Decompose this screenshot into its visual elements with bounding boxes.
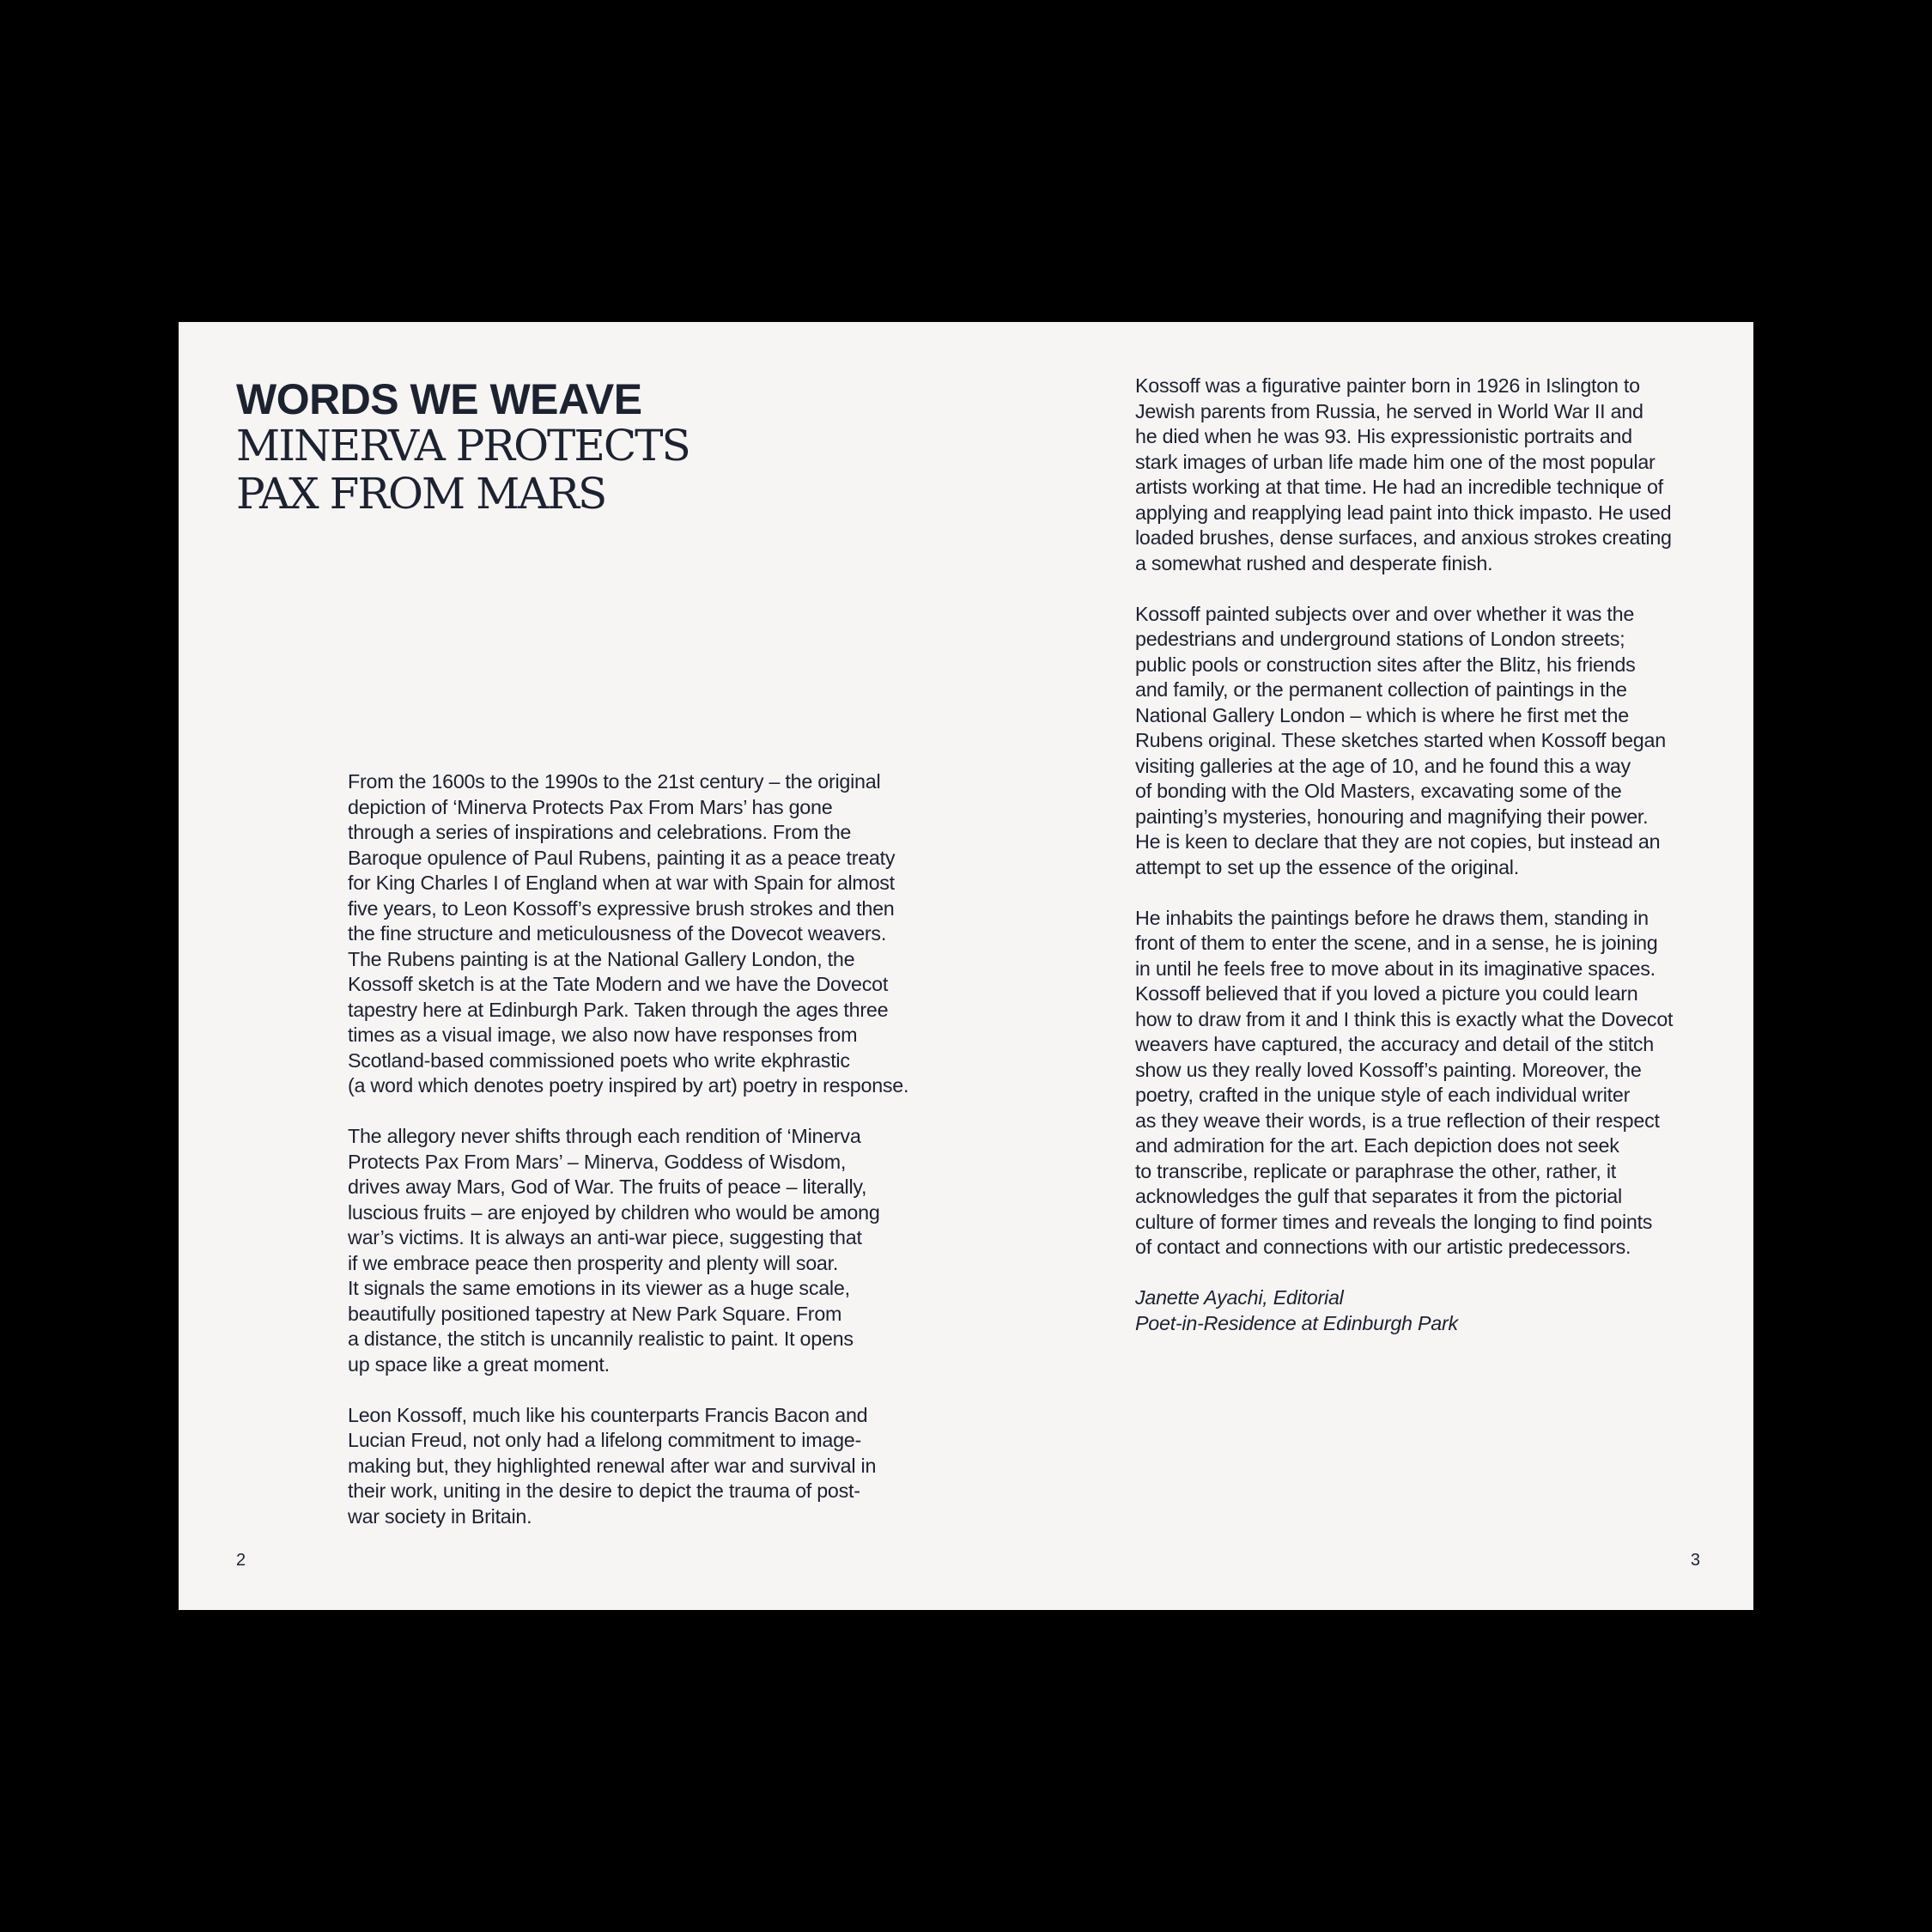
page-number-right: 3 xyxy=(1690,1551,1700,1570)
body-paragraph: From the 1600s to the 1990s to the 21st century – the original depiction of ‘Minerva Protects Pax From Mars’ has gone through a series of inspirations and celebrations. From the Baroque opulence of Paul Rubens, painting it as a peace treaty for King Charles I of England when at war with Spain for almost five years, to Leon Kossoff’s expressive brush strokes and then the fine structure and meticulousness of the Dovecot weavers. The Rubens painting is at the National Gallery London, the Kossoff sketch is at the Tate Modern and we have the Dovecot tapestry here at Edinburgh Park. Taken through the ages three times as a visual image, we also now have responses from Scotland-based commissioned poets who write ekphrastic (a word which denotes poetry inspired by art) poetry in response. xyxy=(348,770,909,1097)
body-paragraph: Leon Kossoff, much like his counterparts Francis Bacon and Lucian Freud, not only had a lifelong commitment to image- making but, they highlighted renewal after war and survival in their work, uniting in the desire to depict the trauma of post- war society in Britain. xyxy=(348,1403,877,1528)
brochure-spread xyxy=(179,322,1753,1610)
body-paragraph: He inhabits the paintings before he draws them, standing in front of them to enter the scene, and in a sense, he is joining in until he feels free to move about in its imaginative spaces. Kossoff believed that if you loved a picture you could learn how to draw from it and I think this is exactly what the Dovecot weavers have captured, the accuracy and detail of the stitch show us they really loved Kossoff’s painting. Moreover, the poetry, crafted in the unique style of each individual writer as they weave their words, is a true reflection of their respect and admiration for the art. Each depiction does not seek to transcribe, replicate or paraphrase the other, rather, it acknowledges the gulf that separates it from the pictorial culture of former times and reveals the longing to find points of contact and connections with our artistic predecessors. xyxy=(1135,906,1674,1258)
artwork-title: MINERVA PROTECTS PAX FROM MARS xyxy=(236,421,690,519)
body-paragraph: The allegory never shifts through each rendition of ‘Minerva Protects Pax From Mars’ – Minerva, Goddess of Wisdom, drives away Mars, God of War. The fruits of peace – literally, luscious fruits – are enjoyed by children who would be among war’s victims. It is always an anti-war piece, suggesting that if we embrace peace then prosperity and plenty will soar. It signals the same emotions in its viewer as a huge scale, beautifully positioned tapestry at New Park Square. From a distance, the stitch is uncannily realistic to paint. It opens up space like a great moment. xyxy=(348,1125,880,1376)
body-paragraph: Kossoff painted subjects over and over whether it was the pedestrians and underground stations of London streets; public pools or construction sites after the Blitz, his friends and family, or the permanent collection of paintings in the National Gallery London – which is where he first met the Rubens original. These sketches started when Kossoff began visiting galleries at the age of 10, and he found this a way of bonding with the Old Masters, excavating some of the painting’s mysteries, honouring and magnifying their power. He is keen to declare that they are not copies, but instead an attempt to set up the essence of the original. xyxy=(1135,602,1666,878)
left-text-column xyxy=(348,769,949,1555)
author-signature: Janette Ayachi, Editorial Poet-in-Residence at Edinburgh Park xyxy=(1135,1286,1458,1334)
section-title: WORDS WE WEAVE xyxy=(236,375,642,423)
right-text-column xyxy=(1135,374,1728,1362)
page-number-left: 2 xyxy=(236,1551,246,1570)
body-paragraph: Kossoff was a figurative painter born in 1926 in Islington to Jewish parents from Russia, he served in World War II and he died when he was 93. His expressionistic portraits and stark images of urban life made him one of the most popular artists working at that time. He had an incredible technique of applying and reapplying lead paint into thick impasto. He used loaded brushes, dense surfaces, and anxious strokes creating a somewhat rushed and desperate finish. xyxy=(1135,374,1672,574)
